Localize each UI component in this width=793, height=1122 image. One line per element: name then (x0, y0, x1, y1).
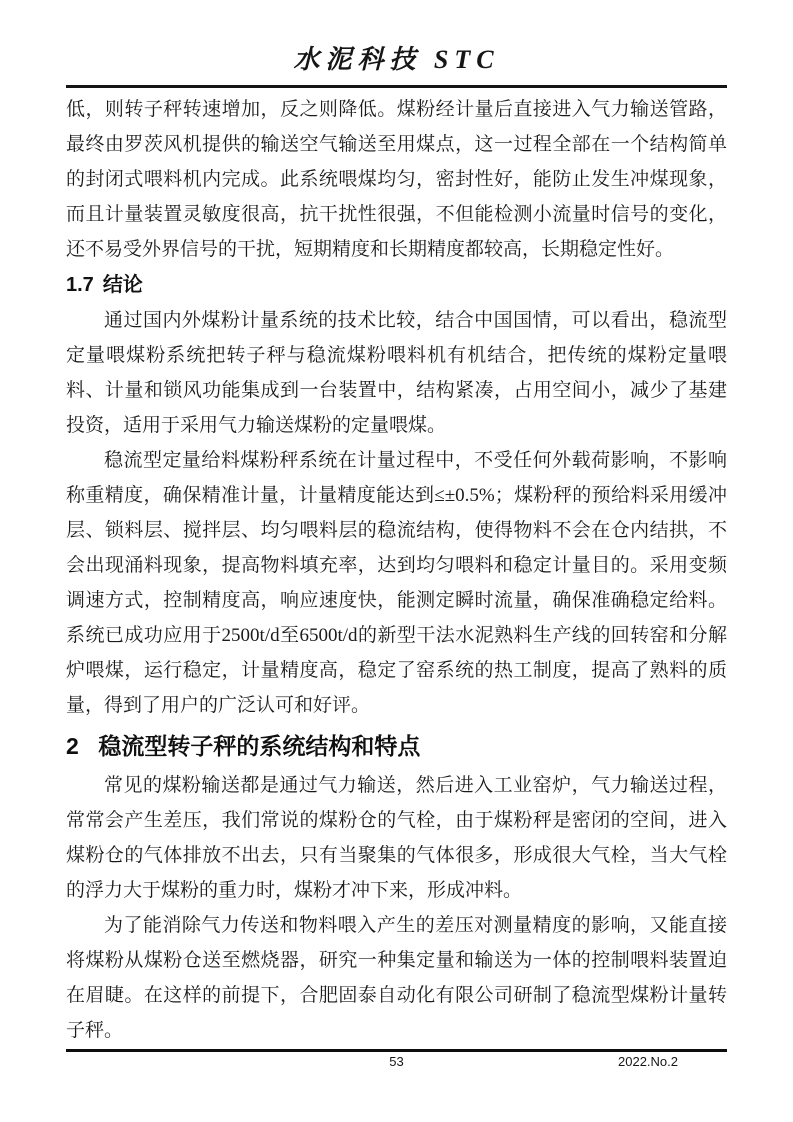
footer-row (66, 1054, 727, 1076)
section-title: 结论 (102, 274, 143, 296)
section-heading-1-7 (66, 267, 727, 303)
section-heading-2 (66, 725, 727, 767)
paragraph: 稳流型定量给料煤粉秤系统在计量过程中，不受任何外载荷影响，不影响称重精度，确保精准计量，计量精度能达到≤±0.5%；煤粉秤的预给料采用缓冲层、锁料层、搅拌层、均匀喂料层的稳流结构，使得物料不会在仓内结拱，不会出现涌料现象，提高物料填充率，达到均匀喂料和稳定计量目的。采用变频调速方式，控制精度高，响应速度快，能测定瞬时流量，确保准确稳定给料。系统已成功应用于2500t/d至6500t/d的新型干法水泥熟料生产线的回转窑和分解炉喂煤，运行稳定，计量精度高，稳定了窑系统的热工制度，提高了熟料的质量，得到了用户的广泛认可和好评。 (66, 450, 727, 716)
page-footer (66, 1049, 727, 1076)
header-rule (66, 85, 727, 88)
footer-rule (66, 1049, 727, 1052)
journal-title: 水泥科技 STC (293, 45, 500, 74)
paragraph-continuation: 低，则转子秤转速增加，反之则降低。煤粉经计量后直接进入气力输送管路，最终由罗茨风机提供的输送空气输送至用煤点，这一过程全部在一个结构简单的封闭式喂料机内完成。此系统喂煤均匀，密封性好，能防止发生冲煤现象，而且计量装置灵敏度很高，抗干扰性很强，不但能检测小流量时信号的变化，还不易受外界信号的干扰，短期精度和长期精度都较高，长期稳定性好。 (66, 99, 727, 260)
paragraph: 常见的煤粉输送都是通过气力输送，然后进入工业窑炉，气力输送过程，常常会产生差压，我们常说的煤粉仓的气栓，由于煤粉秤是密闭的空间，进入煤粉仓的气体排放不出去，只有当聚集的气体很多，形成很大气栓，当大气栓的浮力大于煤粉的重力时，煤粉才冲下来，形成冲料。 (66, 775, 727, 901)
paragraph: 通过国内外煤粉计量系统的技术比较，结合中国国情，可以看出，稳流型定量喂煤粉系统把转子秤与稳流煤粉喂料机有机结合，把传统的煤粉定量喂料、计量和锁风功能集成到一台装置中，结构紧凑，占用空间小，减少了基建投资，适用于采用气力输送煤粉的定量喂煤。 (66, 310, 727, 436)
page-header (66, 44, 727, 88)
section-number: 1.7 (66, 274, 94, 296)
article-body (66, 92, 727, 1048)
section-number: 2 (66, 733, 79, 759)
page-content (66, 0, 727, 1048)
paragraph: 为了能消除气力传送和物料喂入产生的差压对测量精度的影响，又能直接将煤粉从煤粉仓送至燃烧器，研究一种集定量和输送为一体的控制喂料装置迫在眉睫。在这样的前提下，合肥固泰自动化有限公司研制了稳流型煤粉计量转子秤。 (66, 915, 727, 1041)
issue-number: 2022.No.2 (618, 1054, 678, 1069)
section-title: 稳流型转子秤的系统结构和特点 (98, 733, 421, 759)
page-number: 53 (389, 1054, 404, 1069)
